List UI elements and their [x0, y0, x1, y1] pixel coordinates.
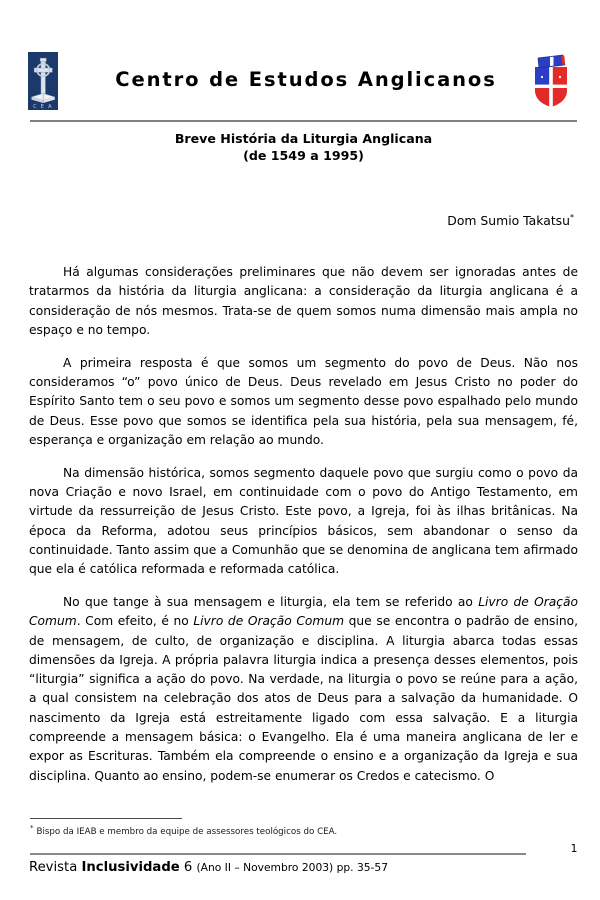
journal-detail: (Ano II – Novembro 2003) pp. 35-57 — [196, 861, 389, 874]
page-title — [30, 131, 577, 164]
footnote-text: Bispo da IEAB e membro da equipe de assessores teológicos do CEA. — [36, 826, 338, 837]
page-number: 1 — [570, 842, 578, 855]
article-body — [29, 263, 578, 786]
footnote-separator — [30, 818, 182, 819]
paragraph-segment: . Com efeito, é no — [76, 614, 194, 629]
organization-title: Centro de Estudos Anglicanos — [115, 68, 497, 91]
paragraph — [29, 593, 578, 786]
masthead — [28, 52, 576, 114]
paragraph: Na dimensão histórica, somos segmento daquele povo que surgiu como o povo da nova Criação e novo Israel, em continuidade com o povo do Antigo Testamento, em virtude da ressurreição de Jesus Cristo. Este povo, a Igreja, foi às ilhas britânicas. Na época da Reforma, adotou seus princípios básicos, sem abandonar o senso da continuidade. Tanto assim que a Comunhão que se denomina de anglicana tem afirmado que ela é católica reformada e reformada católica. — [29, 465, 578, 577]
author-name: Dom Sumio Takatsu — [447, 213, 570, 229]
paragraph: Há algumas considerações preliminares que não devem ser ignoradas antes de tratarmos da história da liturgia anglicana: a consideração da liturgia anglicana é a consideração de nós mesmos. Trata-se de quem somos numa dimensão mais ampla no espaço e no tempo. — [29, 265, 578, 337]
paragraph-segment: No que tange à sua mensagem e liturgia, ela tem se referido ao — [63, 594, 479, 609]
paragraph: A primeira resposta é que somos um segmento do povo de Deus. Não nos consideramos “o” povo único de Deus. Deus revelado em Jesus Cristo no poder do Espírito Santo tem o seu povo e somos um segmento desse povo espalhado pelo mundo de Deus. Esse povo que somos se identifica pela sua história, pela sua mensagem, fé, esperança e organização em relação ao mundo. — [29, 355, 578, 447]
anglican-shield-logo — [530, 54, 572, 110]
footnote-marker: * — [30, 824, 34, 832]
celtic-cross-book-logo — [28, 52, 58, 110]
footnote — [30, 822, 510, 838]
footer-citation — [29, 860, 388, 875]
author-byline — [447, 213, 574, 228]
paragraph-segment: que se encontra o padrão de ensino, de mensagem, de culto, de organização e disciplina. A liturgia abarca todas essas dimensões da Igreja. A própria palavra liturgia indica a presença desses elementos, pois “liturgia” significa a ação do povo. Na verdade, na liturgia o povo se reúne para a ação, a qual consistem na celebração dos atos de Deus para a salvação da humanidade. O nascimento da Igreja está estreitamente ligado com essa salvação. E a liturgia compreende a mensagem básica: o Evangelho. Ela é uma maneira anglicana de ler e expor as Escrituras. Também ela compreende o ensino e a organização da Igreja e sua disciplina. Quanto ao ensino, podem-se enumerar os Credos e catecismo. O — [29, 614, 578, 783]
header-divider — [30, 120, 577, 122]
author-footnote-marker: * — [570, 213, 574, 222]
journal-issue: 6 — [179, 860, 197, 875]
page-title-line-2: (de 1549 a 1995) — [243, 147, 364, 163]
svg-text:C E A: C E A — [33, 104, 53, 110]
page-title-line-1: Breve História da Liturgia Anglicana — [174, 131, 433, 146]
book-title-italic: Livro de Oração Comum — [29, 594, 579, 629]
journal-name: Inclusividade — [81, 860, 180, 875]
footer-prefix: Revista — [29, 860, 82, 875]
book-title-italic: Livro de Oração Comum — [193, 614, 345, 629]
footer-separator — [30, 853, 526, 855]
